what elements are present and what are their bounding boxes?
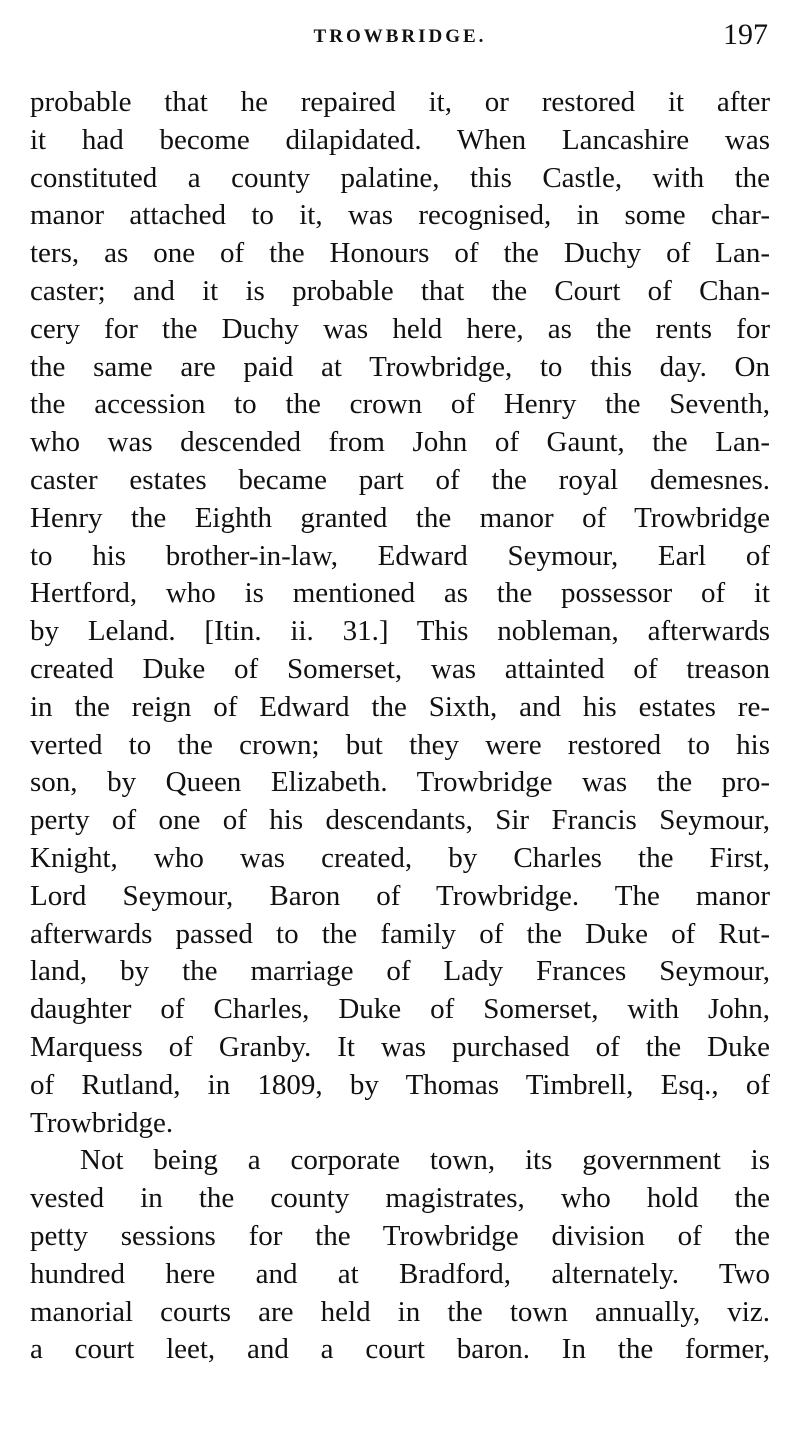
text-line: son, by Queen Elizabeth. Trowbridge was the pro-	[30, 766, 770, 799]
text-line: ters, as one of the Honours of the Duchy of Lan-	[30, 237, 770, 270]
text-line: created Duke of Somerset, was attainted of treason	[30, 652, 770, 685]
text-line: caster estates became part of the royal demesnes.	[30, 463, 770, 496]
text-line: afterwards passed to the family of the Duke of Rut-	[30, 917, 770, 950]
text-line: Marquess of Granby. It was purchased of the Duke	[30, 1030, 770, 1063]
text-line: manorial courts are held in the town annually, viz.	[30, 1295, 770, 1328]
text-line: Hertford, who is mentioned as the possessor of it	[30, 577, 770, 610]
text-line: Knight, who was created, by Charles the First,	[30, 841, 770, 874]
text-line: the accession to the crown of Henry the Seventh,	[30, 388, 770, 421]
text-line: Henry the Eighth granted the manor of Trowbridge	[30, 501, 770, 534]
text-line: in the reign of Edward the Sixth, and his estates re-	[30, 690, 770, 723]
text-line: the same are paid at Trowbridge, to this day. On	[30, 350, 770, 383]
text-line: daughter of Charles, Duke of Somerset, with John,	[30, 993, 770, 1026]
text-line: vested in the county magistrates, who hold the	[30, 1182, 770, 1215]
text-line: Trowbridge.	[30, 1106, 174, 1139]
text-line: petty sessions for the Trowbridge division of the	[30, 1219, 770, 1252]
running-title: TROWBRIDGE.	[313, 26, 487, 47]
text-line: perty of one of his descendants, Sir Francis Seymour,	[30, 804, 770, 837]
text-line: constituted a county palatine, this Castle, with the	[30, 161, 770, 194]
text-line: land, by the marriage of Lady Frances Seymour,	[30, 955, 770, 988]
running-header	[30, 16, 770, 56]
text-line: it had become dilapidated. When Lancashire was	[30, 123, 770, 156]
text-line: cery for the Duchy was held here, as the rents for	[30, 312, 770, 345]
text-line: verted to the crown; but they were restored to his	[30, 728, 770, 761]
text-line: by Leland. [Itin. ii. 31.] This nobleman, afterwards	[30, 615, 770, 648]
text-line: a court leet, and a court baron. In the former,	[30, 1333, 770, 1366]
text-line: Lord Seymour, Baron of Trowbridge. The manor	[30, 879, 770, 912]
text-line: of Rutland, in 1809, by Thomas Timbrell, Esq., of	[30, 1068, 770, 1101]
text-line: to his brother-in-law, Edward Seymour, Earl of	[30, 539, 770, 572]
paragraph	[30, 84, 770, 1142]
text-line: hundred here and at Bradford, alternately. Two	[30, 1257, 770, 1290]
text-line: caster; and it is probable that the Court of Chan-	[30, 274, 770, 307]
paragraph	[30, 1142, 770, 1369]
text-line: probable that he repaired it, or restored it after	[30, 86, 770, 118]
page-number: 197	[723, 18, 768, 51]
text-line: who was descended from John of Gaunt, the Lan-	[30, 426, 770, 459]
text-line: manor attached to it, was recognised, in some char-	[30, 199, 770, 232]
body-text	[30, 84, 770, 1369]
text-line: Not being a corporate town, its government is	[80, 1144, 770, 1177]
